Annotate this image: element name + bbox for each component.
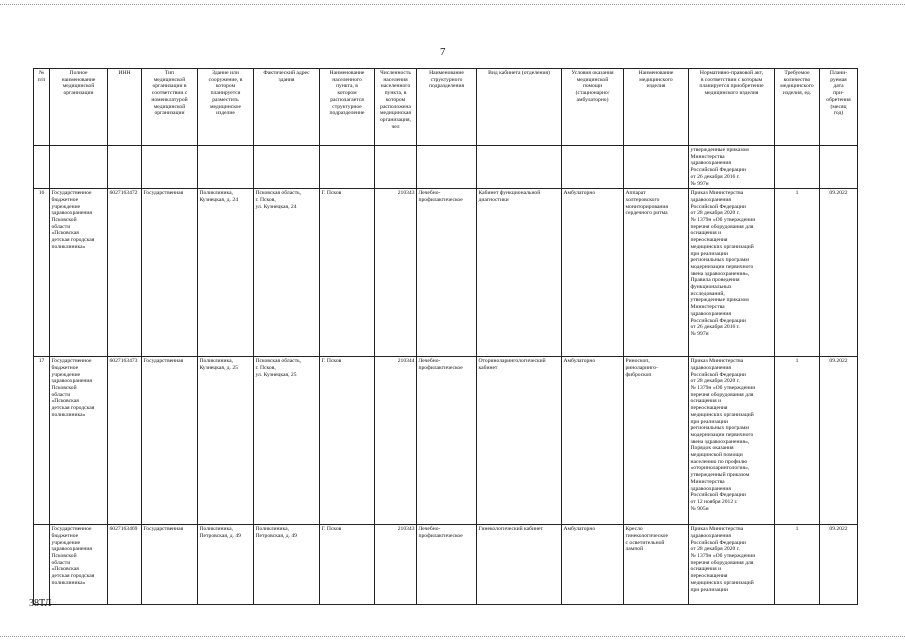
col-header-conditions: Условия оказания медицинской помощи (стационарно/ амбулаторно) [562, 69, 624, 146]
cell-number: 16 [34, 189, 50, 357]
scan-edge-bottom [0, 636, 905, 637]
cell-inn: 6027163472 [108, 189, 142, 357]
cell-org-name: Государственное бюджетное учреждение здравоохранения Псковской области «Псковская детская городская поликлиника» [50, 189, 108, 357]
cell-date: 09.2022 [820, 189, 858, 357]
cell-cabinet: Оториноларингологический кабинет [477, 357, 562, 525]
table-row [34, 357, 858, 525]
col-header-population: Численность населения населенного пункта, в котором расположена медицинская организация, чел [375, 69, 417, 146]
col-header-inn: ИНН [108, 69, 142, 146]
col-header-quantity: Требуемое количество медицинского изделия, ед. [775, 69, 820, 146]
cell-conditions: Амбулаторно [562, 189, 624, 357]
cell-inn: 6027163469 [108, 525, 142, 605]
col-header-legal-act: Нормативно-правовой акт, в соответствии с которым планируется приобретение медицинского изделия [689, 69, 775, 146]
cell-address: Псковская область, г. Псков, ул. Кузнецкая, 24 [254, 189, 320, 357]
table-row [34, 189, 858, 357]
cell-population: 210344 [375, 357, 417, 525]
col-header-locality: Наименование населенного пункта, в котором располагается структурное подразделение [320, 69, 375, 146]
footer-code: 38ТЛ [29, 598, 52, 609]
cell-division: Лечебно- профилактическое [417, 357, 477, 525]
cell-inn: 6027163473 [108, 357, 142, 525]
continuation-legal-act: утвержденные приказом Министерства здравоохранения Российской Федерации от 26 декабря 2016 г. № 997н [689, 146, 775, 189]
cell-conditions: Амбулаторно [562, 525, 624, 605]
col-header-cabinet: Вид кабинета (отделения) [477, 69, 562, 146]
cell-legal-act: Приказ Министерства здравоохранения Российской Федерации от 28 декабря 2020 г. № 1379н «Об утверждении перечня оборудования для оснащения и переоснащения медицинских организаций при реализации [689, 525, 775, 605]
cell-cabinet: Гинекологический кабинет [477, 525, 562, 605]
cell-address: Псковская область, г. Псков, ул. Кузнецкая, 25 [254, 357, 320, 525]
col-header-address: Фактический адрес здания [254, 69, 320, 146]
cell-population: 210343 [375, 525, 417, 605]
cell-org-type: Государственная [142, 357, 198, 525]
cell-legal-act: Приказ Министерства здравоохранения Российской Федерации от 28 декабря 2020 г. № 1379н «Об утверждении перечня оборудования для оснащения и переоснащения медицинских организаций при реализации региональных программ модернизации первичного звена здравоохранения», Порядок оказания медицинской помощи населению по профилю «оториноларингология», утвержденный приказом Министерства здравоохранения Российской Федерации от 12 ноября 2012 г. № 905н [689, 357, 775, 525]
cell-locality: Г. Псков [320, 525, 375, 605]
cell-org-type: Государственная [142, 525, 198, 605]
cell-legal-act: Приказ Министерства здравоохранения Российской Федерации от 28 декабря 2020 г. № 1379н «Об утверждении перечня оборудования для оснащения и переоснащения медицинских организаций при реализации региональных программ модернизации первичного звена здравоохранения», Правила проведения функциональных исследований, утвержденные приказом Министерства здравоохранения Российской Федерации от 26 декабря 2016 г. № 997н [689, 189, 775, 357]
cell-quantity: 1 [775, 357, 820, 525]
cell-building: Поликлиника, Петровская, д. 49 [198, 525, 254, 605]
cell-division: Лечебно- профилактическое [417, 525, 477, 605]
col-header-building: Здание или сооружение, в котором планируется разместить медицинское изделие [198, 69, 254, 146]
cell-org-name: Государственное бюджетное учреждение здравоохранения Псковской области «Псковская детская городская поликлиника» [50, 357, 108, 525]
col-header-org-name: Полное наименование медицинской организации [50, 69, 108, 146]
cell-quantity: 1 [775, 189, 820, 357]
cell-address: Поликлиника, Петровская, д. 49 [254, 525, 320, 605]
equipment-table [33, 68, 858, 605]
cell-number [34, 525, 50, 605]
table-row-continuation [34, 146, 858, 189]
cell-number: 17 [34, 357, 50, 525]
cell-device: Кресло гинекологическое с осветительной лампой [624, 525, 689, 605]
cell-date: 09.2022 [820, 357, 858, 525]
cell-device: Аппарат холтеровского мониторирования сердечного ритма [624, 189, 689, 357]
cell-conditions: Амбулаторно [562, 357, 624, 525]
cell-org-type: Государственная [142, 189, 198, 357]
cell-cabinet: Кабинет функциональной диагностики [477, 189, 562, 357]
table-row [34, 525, 858, 605]
col-header-date: Плани- руемая дата при- обретения (месяц год) [820, 69, 858, 146]
table-header-row [34, 69, 858, 146]
cell-device: Риноскоп, риноларинго- фиброскоп [624, 357, 689, 525]
col-header-division: Наименование структурного подразделения [417, 69, 477, 146]
page-number: 7 [440, 46, 446, 58]
cell-quantity: 1 [775, 525, 820, 605]
cell-division: Лечебно- профилактическое [417, 189, 477, 357]
cell-date: 09.2022 [820, 525, 858, 605]
cell-org-name: Государственное бюджетное учреждение здравоохранения Псковской области «Псковская детская городская поликлиника» [50, 525, 108, 605]
scan-edge-top [0, 4, 905, 5]
col-header-org-type: Тип медицинской организации в соответствии с номенклатурой медицинской организации [142, 69, 198, 146]
cell-building: Поликлиника, Кузнецкая, д. 24 [198, 189, 254, 357]
col-header-number: № п/п [34, 69, 50, 146]
cell-locality: Г. Псков [320, 357, 375, 525]
cell-population: 210343 [375, 189, 417, 357]
cell-building: Поликлиника, Кузнецкая, д. 25 [198, 357, 254, 525]
cell-locality: Г. Псков [320, 189, 375, 357]
col-header-device: Наименование медицинского изделия [624, 69, 689, 146]
